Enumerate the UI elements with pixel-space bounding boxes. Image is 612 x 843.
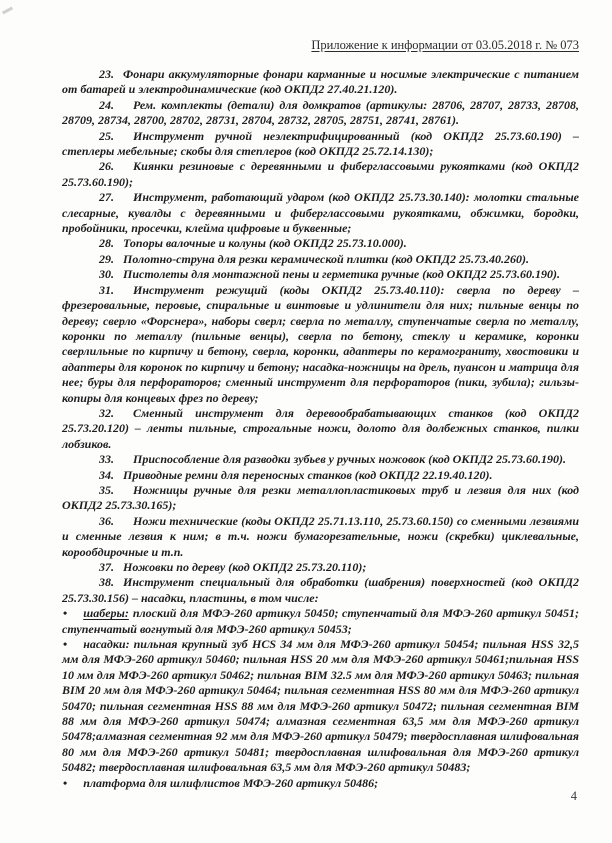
item-number: 31. — [99, 282, 114, 297]
item-text: Ножницы ручные для резки металлопластиковых труб и лезвия для них (код ОКПД2 25.73.30.165); — [62, 482, 579, 513]
list-item-32 — [62, 406, 579, 452]
item-text: Инструмент специальный для обработки (шабрения) поверхностей (код ОКПД2 25.73.30.156) – насадки, пластины, в том числе: — [62, 575, 579, 605]
bullet-lead: шаберы: — [83, 606, 129, 621]
item-text: Ножовки по дереву (код ОКПД2 25.73.20.110); — [123, 560, 367, 574]
item-text: Киянки резиновые с деревянными и фиберглассовыми рукоятками (код ОКПД2 25.73.60.190); — [62, 159, 579, 189]
item-text: Рем. комплекты (детали) для домкратов (артикулы: 28706, 28707, 28733, 28708, 28709, 28734, 28700, 28702, 28731, 28704, 28732, 28705, 28751, 28741, 28761). — [62, 97, 579, 128]
list-item-33 — [62, 452, 579, 467]
bullet-icon: • — [63, 637, 68, 652]
bullet-icon: • — [63, 775, 68, 790]
document-body — [62, 67, 579, 791]
item-number: 27. — [99, 190, 114, 205]
item-text: Инструмент, работающий ударом (код ОКПД2 25.73.30.140): молотки стальные слесарные, кувалды с деревянными и фиберглассовыми рукоятками, обжимки, бородки, пробойники, просечки, клейма цифровые и буквенные; — [62, 190, 579, 236]
item-text: Приспособление для разводки зубьев у ручных ножовок (код ОКПД2 25.73.60.190). — [133, 452, 566, 467]
item-number: 36. — [99, 513, 114, 528]
bullet-item-platforma — [62, 776, 579, 791]
item-number: 23. — [99, 67, 114, 81]
list-item-25 — [62, 129, 579, 160]
document-header — [62, 38, 579, 53]
item-text: Полотно-струна для резки керамической плитки (код ОКПД2 25.73.40.260). — [123, 251, 529, 266]
item-number: 26. — [99, 159, 114, 174]
list-item-34 — [62, 468, 579, 483]
item-text: Топоры валочные и колуны (код ОКПД2 25.73.10.000). — [123, 236, 407, 251]
item-number: 29. — [99, 251, 114, 266]
item-number: 35. — [99, 482, 114, 497]
list-item-23 — [62, 67, 579, 98]
bullet-icon: • — [63, 606, 68, 621]
list-item-35 — [62, 483, 579, 514]
item-text: Ножи технические (коды ОКПД2 25.71.13.110, 25.73.60.150) со сменными лезвиями и сменные лезвия к ним; в т.ч. ножи бумагорезательные, ножи (скребки) циклевальные, корообдирочные и т.п. — [62, 513, 579, 559]
item-number: 37. — [99, 560, 114, 574]
item-number: 33. — [99, 452, 114, 467]
item-number: 32. — [99, 405, 114, 420]
bullet-text: плоский для МФЭ-260 артикул 50450; ступенчатый для МФЭ-260 артикул 50451; ступенчатый вогнутый для МФЭ-260 артикул 50453; — [62, 606, 579, 636]
list-item-26 — [62, 159, 579, 190]
scan-artifact — [2, 7, 13, 15]
item-number: 24. — [99, 97, 114, 112]
list-item-31 — [62, 283, 579, 406]
list-item-27 — [62, 190, 579, 236]
list-item-24 — [62, 98, 579, 129]
item-number: 28. — [99, 236, 114, 251]
list-item-36 — [62, 514, 579, 560]
list-item-28 — [62, 236, 579, 251]
list-item-38 — [62, 575, 579, 606]
bullet-lead: насадки: — [83, 637, 130, 652]
item-number: 38. — [99, 575, 114, 590]
item-text: Фонари аккумуляторные фонари карманные и носимые электрические с питанием от батарей и электродинамические (код ОКПД2 27.40.21.120). — [62, 67, 579, 97]
item-text: Приводные ремни для переносных станков (код ОКПД2 22.19.40.120). — [123, 467, 493, 482]
item-number: 34. — [99, 467, 114, 482]
item-text: Инструмент ручной неэлектрифицированный (код ОКПД2 25.73.60.190) – степлеры мебельные; скобы для степлеров (код ОКПД2 25.72.14.130); — [62, 128, 579, 159]
page-number: 4 — [570, 789, 577, 803]
list-item-37 — [62, 560, 579, 575]
list-item-29 — [62, 252, 579, 267]
bullet-item-shabery — [62, 606, 579, 637]
header-annotation: Приложение к информации от 03.05.2018 г. № 073 — [311, 38, 579, 52]
item-text: Инструмент режущий (коды ОКПД2 25.73.40.110): сверла по дереву – фрезеровальные, перовые, спиральные и винтовые и удлинители для них; пильные венцы по дереву; сверло «Форснера», наборы сверл; сверла по металлу, ступенчатые сверла по металлу, коронки по металлу (пильные венцы), сверла по бетону, стеклу и керамике, коронки сверлильные по кирпичу и бетону, сверла, коронки, адаптеры по керамограниту, хвостовики и адаптеры для коронок по кирпичу и бетону; насадка-ножницы на дрель, пуансон и матрица для нее; буры для перфораторов; сменный инструмент для перфораторов (пики, зубила); гильзы-копиры для концевых фрез по дереву; — [62, 282, 579, 405]
item-number: 25. — [99, 128, 114, 143]
item-number: 30. — [99, 267, 114, 282]
item-text: Пистолеты для монтажной пены и герметика ручные (код ОКПД2 25.73.60.190). — [123, 267, 560, 282]
item-text: Сменный инструмент для деревообрабатывающих станков (код ОКПД2 25.73.20.120) – ленты пильные, строгальные ножи, долото для долбежных станков, пилки лобзиков. — [62, 405, 579, 451]
bullet-item-nasadki — [62, 637, 579, 776]
bullet-text: платформа для шлифлистов МФЭ-260 артикул 50486; — [83, 775, 379, 790]
bullet-text: пильная крупный зуб HCS 34 мм для МФЭ-260 артикул 50454; пильная HSS 32,5 мм для МФЭ-260 артикул 50460; пильная HSS 20 мм для МФЭ-260 артикул 50461;пильная HSS 10 мм для МФЭ-260 артикул 50462; пильная BIM 32.5 мм для МФЭ-260 артикул 50463; пильная BIM 20 мм для МФЭ-260 артикул 50464; пильная сегментная HSS 80 мм для МФЭ-260 артикул 50470; пильная сегментная HSS 88 мм для МФЭ-260 артикул 50472; пильная сегментная BIM 88 мм для МФЭ-260 артикул 50474; алмазная сегментная 63,5 мм для МФЭ-260 артикул 50478;алмазная сегментная 92 мм для МФЭ-260 артикул 50479; твердосплавная шлифовальная 80 мм для МФЭ-260 артикул 50481; твердосплавная шлифовальная для МФЭ-260 артикул 50482; твердосплавная шлифовальная 63,5 мм для МФЭ-260 артикул 50483; — [62, 637, 579, 775]
list-item-30 — [62, 267, 579, 282]
